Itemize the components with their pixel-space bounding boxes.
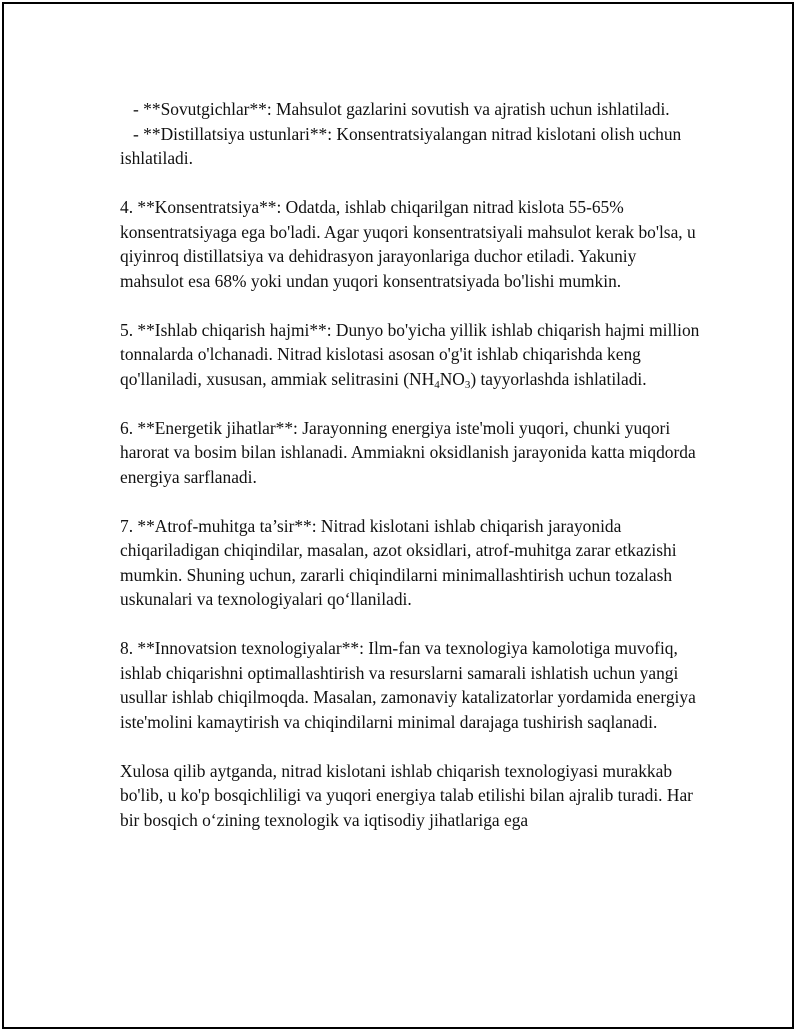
paragraph-atrof-muhitga-tasir: 7. **Atrof-muhitga ta’sir**: Nitrad kislotani ishlab chiqarish jarayonida chiqariladigan chiqindilar, masalan, azot oksidlari, atrof-muhitga zarar etkazishi mumkin. Shuning uchun, zararli chiqindilarni minimallashtirish uchun tozalash uskunalari va texnologiyalari qo‘llaniladi. xyxy=(120,515,677,609)
sovutgichlar-text: - **Sovutgichlar**: Mahsulot gazlarini sovutish va ajratish uchun ishlatiladi. xyxy=(120,99,670,119)
paragraph-innovatsion-texnologiyalar: 8. **Innovatsion texnologiyalar**: Ilm-fan va texnologiya kamolotiga muvofiq, ishlab chiqarishni optimallashtirish va resurslarni samarali ishlatish uchun yangi usullar ishlab chiqilmoqda. Masalan, zamonaviy katalizatorlar yordamida energiya iste'molini kamaytirish va chiqindilarni minimal darajaga tushirish saqlanadi. xyxy=(120,638,696,732)
p5-subscript-3: 3 xyxy=(464,378,471,391)
p5-subscript-4: 4 xyxy=(434,378,440,391)
p5-text-before: 5. **Ishlab chiqarish hajmi**: Dunyo bo'yicha yillik ishlab chiqarish hajmi million tonnalarda o'lchanadi. Nitrad kislotasi asosan o'g'it ishlab chiqarishda keng qo'llaniladi, xususan, ammiak selitrasini (NH xyxy=(120,319,700,389)
p5-text-after: ) tayyorlashda ishlatiladi. xyxy=(470,368,647,389)
paragraph-konsentratsiya: 4. **Konsentratsiya**: Odatda, ishlab chiqarilgan nitrad kislota 55-65% konsentratsiyaga ega bo'ladi. Agar yuqori konsentratsiyali mahsulot kerak bo'lsa, u qiyinroq distillatsiya va dehidrasyon jarayonlariga duchor etiladi. Yakuniy mahsulot esa 68% yoki undan yuqori konsentratsiyada bo'lishi mumkin. xyxy=(120,197,696,291)
distillatsiya-text: - **Distillatsiya ustunlari**: Konsentratsiyalangan nitrad kislotani olish uchun ishlatiladi. xyxy=(120,123,686,168)
paragraph-energetik-jihatlar: 6. **Energetik jihatlar**: Jarayonning energiya iste'moli yuqori, chunki yuqori harorat va bosim bilan ishlanadi. Ammiakni oksidlanish jarayonida katta miqdorda energiya sarflanadi. xyxy=(120,417,696,487)
list-item-sovutgichlar xyxy=(120,97,700,122)
document-page xyxy=(2,2,794,1029)
paragraph-ishlab-chiqarish-hajmi xyxy=(120,318,700,392)
paragraph-xulosa: Xulosa qilib aytganda, nitrad kislotani ishlab chiqarish texnologiyasi murakkab bo'lib, u ko'p bosqichliligi va yuqori energiya talab etilishi bilan ajralib turadi. Har bir bosqich o‘zining texnologik va iqtisodiy jihatlariga ega xyxy=(120,760,693,830)
p5-text-mid: NO xyxy=(439,368,465,389)
document-body xyxy=(120,97,700,832)
list-item-distillatsiya xyxy=(120,122,700,171)
